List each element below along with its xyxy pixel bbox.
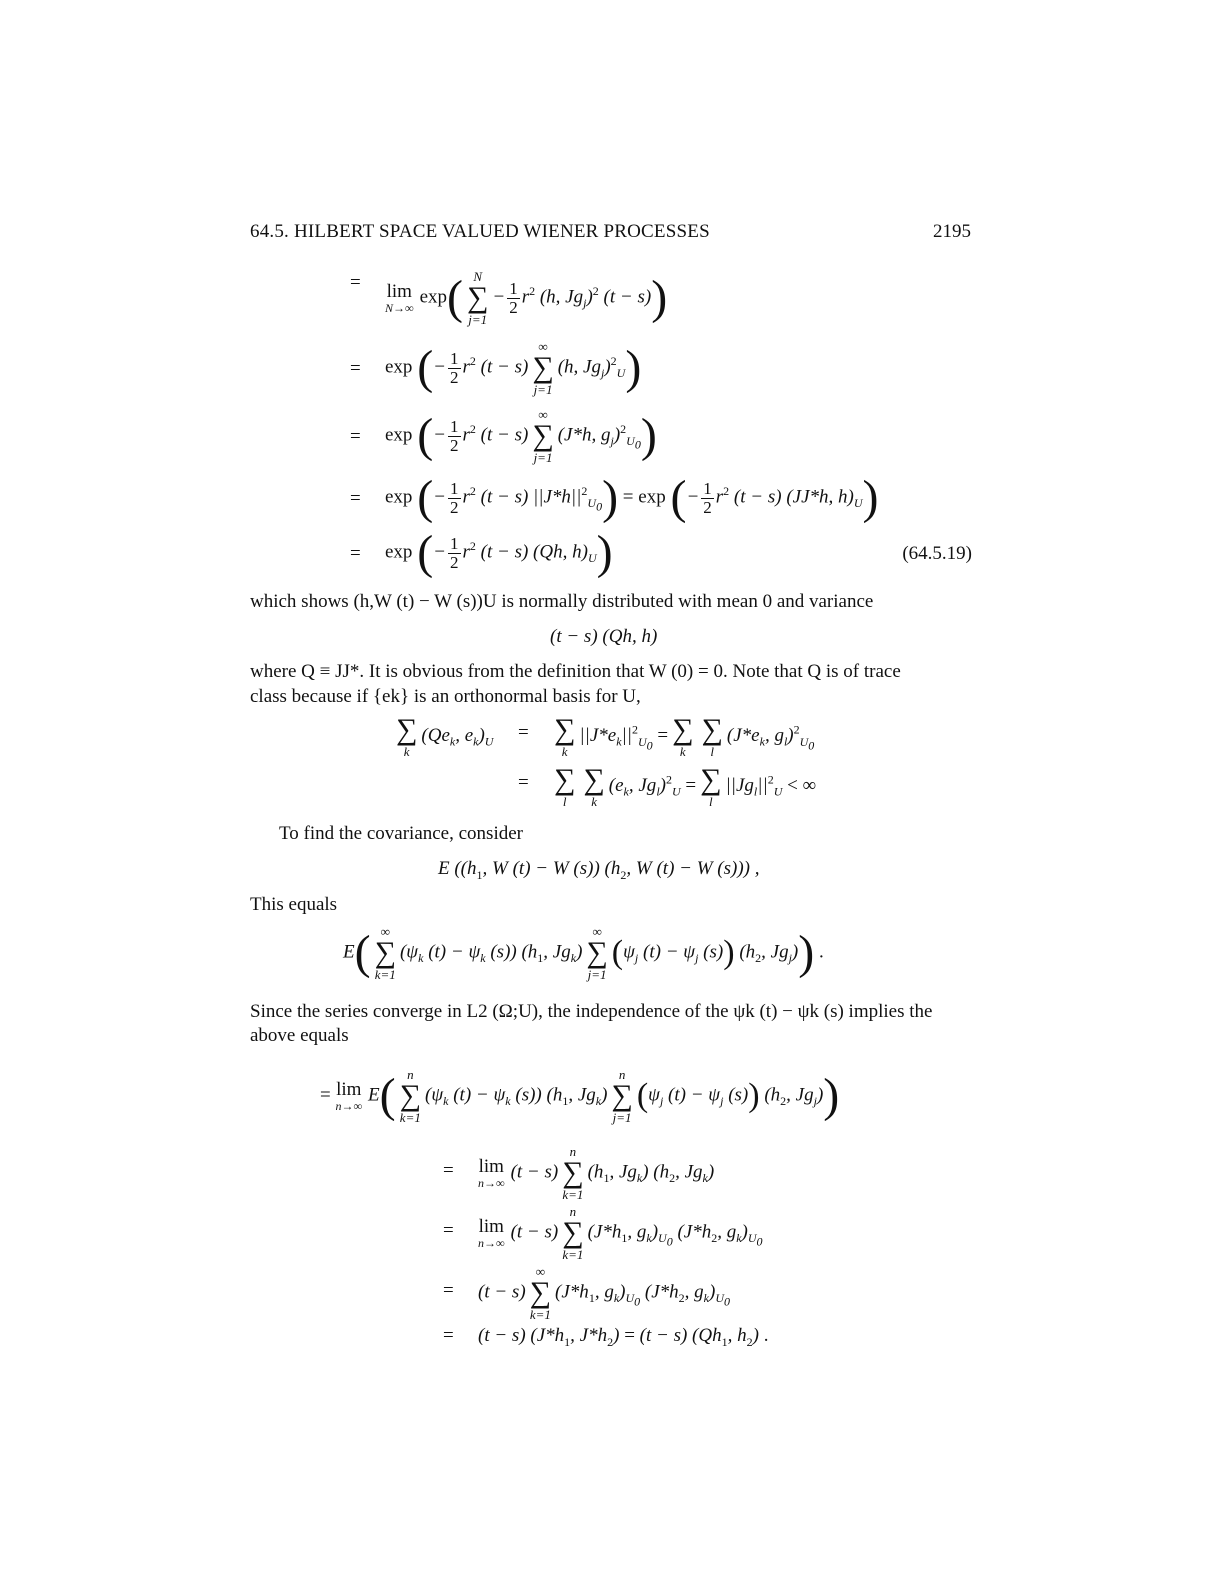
covariance-line-2: lim n→∞ (t − s) n ∑ k=1 ($J*h_1$, $g_k)_{U_0}$ ($J*h_2$, $g_k)_{U_0}$ xyxy=(478,1204,763,1262)
equation-line-2-rhs: exp (− $\frac{1}{2}$ $r^2$ (t − s) ∞ ∑ j=1 (h, $Jg_j)^2_U$) xyxy=(385,339,642,397)
covariance-line-3: (t − s) ∞ ∑ k=1 ($J*h_1$, $g_k)_{U_0}$ ($J*h_2$, $g_k)_{U_0}$ xyxy=(478,1264,730,1322)
trace-sum-line-2-rhs: ∑ l ∑ k ($e_k$, $Jg_l)^2_U$ = ∑ l $||Jg_l||^2_U$ < ∞ xyxy=(554,763,817,809)
expectation-series: E( ∞ ∑ k=1 ($\psi_k$ $(t) - \psi_k$ (s)) ($h_1$, $Jg_k$) ∞ ∑ j=1 ($\psi_j$ $(t) - \psi_j$ (s)) ($h_2$, $Jg_j$)) . xyxy=(343,924,824,982)
equation-line-2: = xyxy=(350,358,361,379)
trace-sum-line-1: ∑ k ($Qe_k$, $e_k)_U$ xyxy=(396,713,494,759)
paragraph-1: which shows (h,W (t) − W (s))U is normally distributed with mean 0 and variance xyxy=(250,591,874,612)
equation-line-5-rhs: exp (− $\frac{1}{2}$ $r^2$ (t − s) (Qh, $h)_U$) xyxy=(385,526,613,579)
covariance-line-4: (t − s) ($J*h_1$, $J*h_2) = (t - s)$ ($Qh_1$, $h_2$) . xyxy=(478,1325,769,1349)
paragraph-4: This equals xyxy=(250,894,338,915)
paragraph-3: To find the covariance, consider xyxy=(279,823,523,844)
page-number: 2195 xyxy=(933,221,971,242)
equation-line-3-rhs: exp (− $\frac{1}{2}$ $r^2$ (t − s) ∞ ∑ j=1 (J*h, $g_j)^2_{U_0}$) xyxy=(385,407,657,465)
running-header: 64.5. HILBERT SPACE VALUED WIENER PROCESSES xyxy=(250,221,710,242)
paragraph-2-line-1: where Q ≡ JJ*. It is obvious from the definition that W (0) = 0. Note that Q is of trace xyxy=(250,661,901,682)
variance-expression: (t − s) (Qh, h) xyxy=(550,626,658,647)
equation-line-3: = xyxy=(350,426,361,447)
covariance-line-1-eq: = xyxy=(443,1160,454,1181)
equation-line-4: = xyxy=(350,488,361,509)
covariance-line-1: lim n→∞ (t − s) n ∑ k=1 ($h_1$, $Jg_k$) ($h_2$, $Jg_k$) xyxy=(478,1144,715,1202)
trace-sum-line-1-rhs: ∑ k $||J*e_k||^2_{U_0}$ = ∑ k ∑ l ($J*e_k$, $g_l)^2_{U_0}$ xyxy=(554,713,815,759)
covariance-expression: E (($h_1$, W (t) − W (s)) ($h_2$, W (t) − W (s))) , xyxy=(438,858,760,882)
paragraph-5-line-2: above equals xyxy=(250,1025,349,1046)
paragraph-5-line-1: Since the series converge in L2 (Ω;U), the independence of the ψk (t) − ψk (s) implies the xyxy=(250,1001,933,1022)
covariance-line-4-eq: = xyxy=(443,1325,454,1346)
trace-eq-sign-1: = xyxy=(518,722,529,743)
covariance-line-2-eq: = xyxy=(443,1220,454,1241)
equation-line-5: = xyxy=(350,543,361,564)
covariance-line-3-eq: = xyxy=(443,1280,454,1301)
equation-line-1-rhs: lim N→∞ exp( N ∑ j=1 − $\frac{1}{2}$ $r^2$ (h, $Jg_j)^2$ (t − s)) xyxy=(385,269,668,327)
equation-number: (64.5.19) xyxy=(902,543,972,564)
equation-line-1: = xyxy=(350,272,361,293)
paragraph-2-line-2: class because if {ek} is an orthonormal basis for U, xyxy=(250,686,641,707)
limit-series: = lim n→∞ E( n ∑ k=1 ($\psi_k$ $(t) - \psi_k$ (s)) ($h_1$, $Jg_k$) n ∑ j=1 ($\psi_j$ $(t) - \psi_j$ (s)) ($h_2$, $Jg_j$)) xyxy=(320,1067,840,1125)
trace-eq-sign-2: = xyxy=(518,772,529,793)
equation-line-4-rhs: exp (− $\frac{1}{2}$ $r^2$ (t − s) $||J*h||^2_{U_0}) = \exp$ (− $\frac{1}{2}$ $r^2$ (t − s) (JJ*h, $h)_U$) xyxy=(385,471,879,524)
